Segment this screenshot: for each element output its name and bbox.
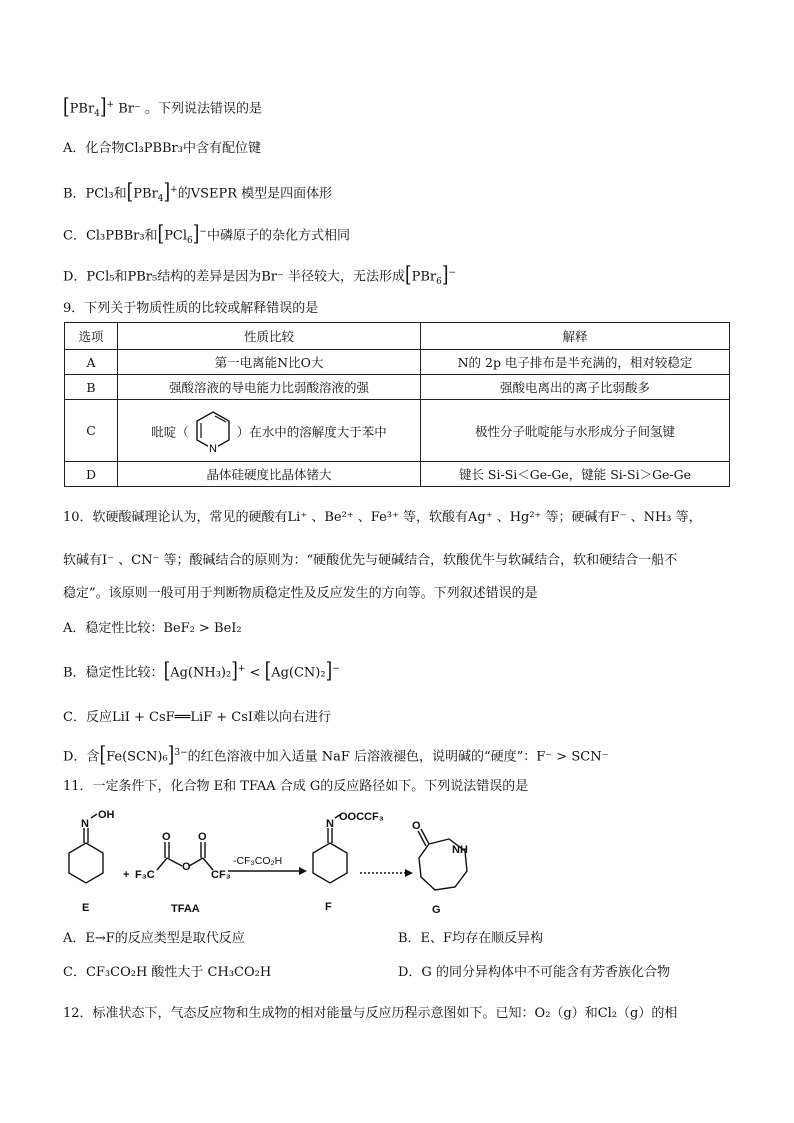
svg-text:F₃C: F₃C [135, 869, 155, 881]
table-row [65, 462, 730, 487]
row-option: C [65, 400, 118, 462]
q11-option-a: A．E→F的反应类型是取代反应 [63, 931, 245, 946]
svg-text:O: O [162, 831, 171, 843]
pyridine-n-label: N [208, 443, 217, 455]
svg-text:+: + [123, 869, 130, 881]
row-property: 吡啶（ N ）在水中的溶解度大于苯中 [118, 400, 421, 462]
svg-text:O: O [198, 831, 207, 843]
q10-option-c: C．反应LiI + CsF══LiF + CsI难以向右进行 [63, 710, 332, 725]
svg-text:O: O [182, 861, 191, 873]
header-property: 性质比较 [118, 323, 421, 350]
row-property: 强酸溶液的导电能力比弱酸溶液的强 [118, 375, 421, 400]
svg-text:F: F [325, 901, 332, 913]
q10-line-1: 10．软硬酸碱理论认为，常见的硬酸有Li⁺ 、Be²⁺ 、Fe³⁺ 等，软酸有Ag⁺ 、Hg²⁺ 等；硬碱有F⁻ 、NH₃ 等， [63, 510, 702, 525]
q9-table [64, 322, 730, 487]
q11-option-d: D．G 的同分异构体中不可能含有芳香族化合物 [398, 965, 670, 980]
svg-text:NH: NH [452, 844, 468, 856]
intro-line: [PBr$_4$]+ Br⁻ 。下列说法错误的是 [63, 94, 262, 120]
svg-text:E: E [82, 902, 90, 914]
svg-text:OH: OH [98, 809, 115, 821]
svg-text:N: N [326, 818, 334, 830]
row-property: 第一电离能N比O大 [118, 350, 421, 375]
q11-reaction-scheme [55, 806, 525, 922]
table-row [65, 400, 730, 462]
q8-option-c: C．Cl₃PBBr₃和[PCl$_6$]−中磷原子的杂化方式相同 [63, 221, 350, 247]
q10-option-b: B．稳定性比较：[Ag(NH₃)₂]+ < [Ag(CN)₂]− [63, 658, 340, 684]
svg-text:G: G [432, 904, 441, 916]
row-explanation: 强酸电离出的离子比弱酸多 [421, 375, 730, 400]
q12-stem: 12．标准状态下，气态反应物和生成物的相对能量与反应历程示意图如下。已知：O₂（g）和Cl₂（g）的相 [63, 1006, 678, 1021]
table-row [65, 375, 730, 400]
header-explanation: 解释 [421, 323, 730, 350]
row-property: 晶体硅硬度比晶体锗大 [118, 462, 421, 487]
q8-option-a: A．化合物Cl₃PBBr₃中含有配位键 [63, 141, 261, 156]
q8-option-d: D．PCl₅和PBr₅结构的差异是因为Br⁻ 半径较大，无法形成[PBr$_6$]− [63, 262, 457, 288]
q10-line-3: 稳定”。该原则一般可用于判断物质稳定性及反应发生的方向等。下列叙述错误的是 [63, 586, 538, 601]
row-explanation: 极性分子吡啶能与水形成分子间氢键 [421, 400, 730, 462]
q10-line-2: 软碱有I⁻ 、CN⁻ 等；酸碱结合的原则为：“硬酸优先与硬碱结合，软酸优牛与软碱结合，软和硬结合一船不 [63, 553, 678, 568]
row-explanation: N的 2p 电子排布是半充满的，相对较稳定 [421, 350, 730, 375]
svg-text:-CF₃CO₂H: -CF₃CO₂H [233, 855, 283, 867]
row-option: D [65, 462, 118, 487]
pyridine-structure-icon [193, 408, 233, 458]
svg-text:CF₃: CF₃ [211, 869, 231, 881]
q9-stem: 9．下列关于物质性质的比较或解释错误的是 [63, 301, 319, 316]
q11-stem: 11．一定条件下，化合物 E和 TFAA 合成 G的反应路径如下。下列说法错误的是 [63, 779, 529, 794]
q10-option-d: D．含$[Fe(SCN)_6]^{3-}$的红色溶液中加入适量 NaF 后溶液褪色，说明碱的“硬度”：F⁻ > SCN⁻ [63, 742, 609, 768]
q8-option-b: B．PCl₃和[PBr$_4$]+的VSEPR 模型是四面体形 [63, 179, 333, 205]
row-option: B [65, 375, 118, 400]
svg-text:N: N [81, 818, 89, 830]
q10-option-a: A．稳定性比较：BeF₂ > BeI₂ [63, 621, 242, 636]
table-header-row [65, 323, 730, 350]
row-option: A [65, 350, 118, 375]
q11-option-b: B．E、F均存在顺反异构 [398, 931, 544, 946]
table-row [65, 350, 730, 375]
svg-text:OOCCF₃: OOCCF₃ [339, 811, 384, 823]
svg-text:TFAA: TFAA [171, 903, 200, 915]
row-explanation: 键长 Si-Si＜Ge-Ge，键能 Si-Si＞Ge-Ge [421, 462, 730, 487]
q11-option-c: C．CF₃CO₂H 酸性大于 CH₃CO₂H [63, 965, 272, 980]
svg-text:O: O [412, 820, 421, 832]
header-option: 选项 [65, 323, 118, 350]
